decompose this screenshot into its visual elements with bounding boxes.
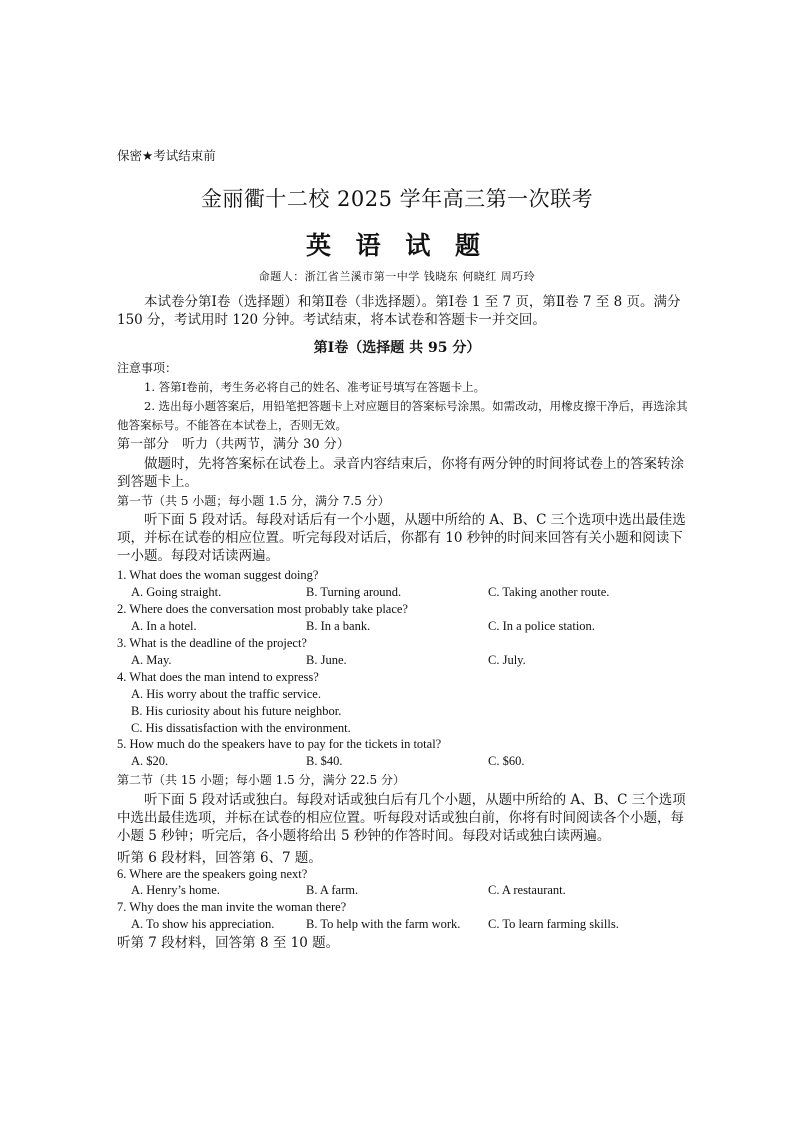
q5-option-a: A. $20. <box>131 754 169 768</box>
part1-heading: 第一部分 听力（共两节，满分 30 分） <box>117 437 350 452</box>
section-b-heading: 第二节（共 15 小题；每小题 1.5 分，满分 22.5 分） <box>117 773 405 787</box>
q6-option-a: A. Henry’s home. <box>131 883 220 897</box>
q5-option-c: C. $60. <box>488 754 525 768</box>
subject-title: 英 语 试 题 <box>305 231 489 260</box>
q7-option-c: C. To learn farming skills. <box>488 917 619 931</box>
q3-option-b: B. June. <box>306 653 347 667</box>
q1-option-b: B. Turning around. <box>306 585 402 599</box>
part1-instruction: 做题时，先将答案标在试卷上。录音内容结束后，你将有两分钟的时间将试卷上的答案转涂到答题卡上。 <box>117 456 684 490</box>
q2-option-c: C. In a police station. <box>488 619 595 633</box>
q6-option-b: B. A farm. <box>306 883 359 897</box>
question-3: 3. What is the deadline of the project? <box>117 636 307 650</box>
q2-option-b: B. In a bank. <box>306 619 371 633</box>
intro-paragraph: 本试卷分第Ⅰ卷（选择题）和第Ⅱ卷（非选择题）。第Ⅰ卷 1 至 7 页，第Ⅱ卷 7 至 8 页。满分 150 分，考试用时 120 分钟。考试结束，将本试卷和答题卡一并交回。 <box>117 294 681 328</box>
q4-option-b: B. His curiosity about his future neighbor. <box>131 704 342 718</box>
q4-option-c: C. His dissatisfaction with the environment. <box>131 721 351 735</box>
notes-item-1: 1. 答第Ⅰ卷前，考生务必将自己的姓名、准考证号填写在答题卡上。 <box>144 380 486 394</box>
section-a-heading: 第一节（共 5 小题；每小题 1.5 分，满分 7.5 分） <box>117 494 390 508</box>
q2-option-a: A. In a hotel. <box>131 619 197 633</box>
question-5: 5. How much do the speakers have to pay for the tickets in total? <box>117 737 442 751</box>
q6-option-c: C. A restaurant. <box>488 883 566 897</box>
section1-title: 第Ⅰ卷（选择题 共 95 分） <box>313 340 481 356</box>
section-a-instruction: 听下面 5 段对话。每段对话后有一个小题，从题中所给的 A、B、C 三个选项中选出最佳选项，并标在试卷的相应位置。听完每段对话后，你都有 10 秒钟的时间来回答有关小题和阅读下一小题。每段对话读两遍。 <box>117 512 686 564</box>
q7-option-a: A. To show his appreciation. <box>131 917 275 931</box>
q1-option-c: C. Taking another route. <box>488 585 610 599</box>
notes-heading: 注意事项： <box>117 361 178 375</box>
confidential-note: 保密★考试结束前 <box>117 148 216 163</box>
q5-option-b: B. $40. <box>306 754 343 768</box>
q4-option-a: A. His worry about the traffic service. <box>131 687 321 701</box>
material-6-note: 听第 6 段材料，回答第 6、7 题。 <box>117 850 322 866</box>
authors-line: 命题人：浙江省兰溪市第一中学 钱晓东 何晓红 周巧玲 <box>258 270 536 283</box>
exam-title: 金丽衢十二校 2025 学年高三第一次联考 <box>200 187 594 211</box>
question-6: 6. Where are the speakers going next? <box>117 867 308 881</box>
section-b-instruction: 听下面 5 段对话或独白。每段对话或独白后有几个小题，从题中所给的 A、B、C 三个选项中选出最佳选项，并标在试卷的相应位置。听每段对话或独白前，你将有时间阅读各个小题，每小题 5 秒钟；听完后，各小题将给出 5 秒钟的作答时间。每段对话或独白读两遍。 <box>117 792 686 844</box>
q1-option-a: A. Going straight. <box>131 585 222 599</box>
question-7: 7. Why does the man invite the woman there? <box>117 900 347 914</box>
question-1: 1. What does the woman suggest doing? <box>117 568 319 582</box>
q7-option-b: B. To help with the farm work. <box>306 917 461 931</box>
notes-item-2: 2. 选出每小题答案后，用铅笔把答题卡上对应题目的答案标号涂黑。如需改动，用橡皮擦干净后，再选涂其他答案标号。不能答在本试卷上，否则无效。 <box>117 399 688 432</box>
q3-option-a: A. May. <box>131 653 172 667</box>
material-7-note: 听第 7 段材料，回答第 8 至 10 题。 <box>117 935 340 951</box>
question-2: 2. Where does the conversation most probably take place? <box>117 602 408 616</box>
question-4: 4. What does the man intend to express? <box>117 670 319 684</box>
q3-option-c: C. July. <box>488 653 526 667</box>
